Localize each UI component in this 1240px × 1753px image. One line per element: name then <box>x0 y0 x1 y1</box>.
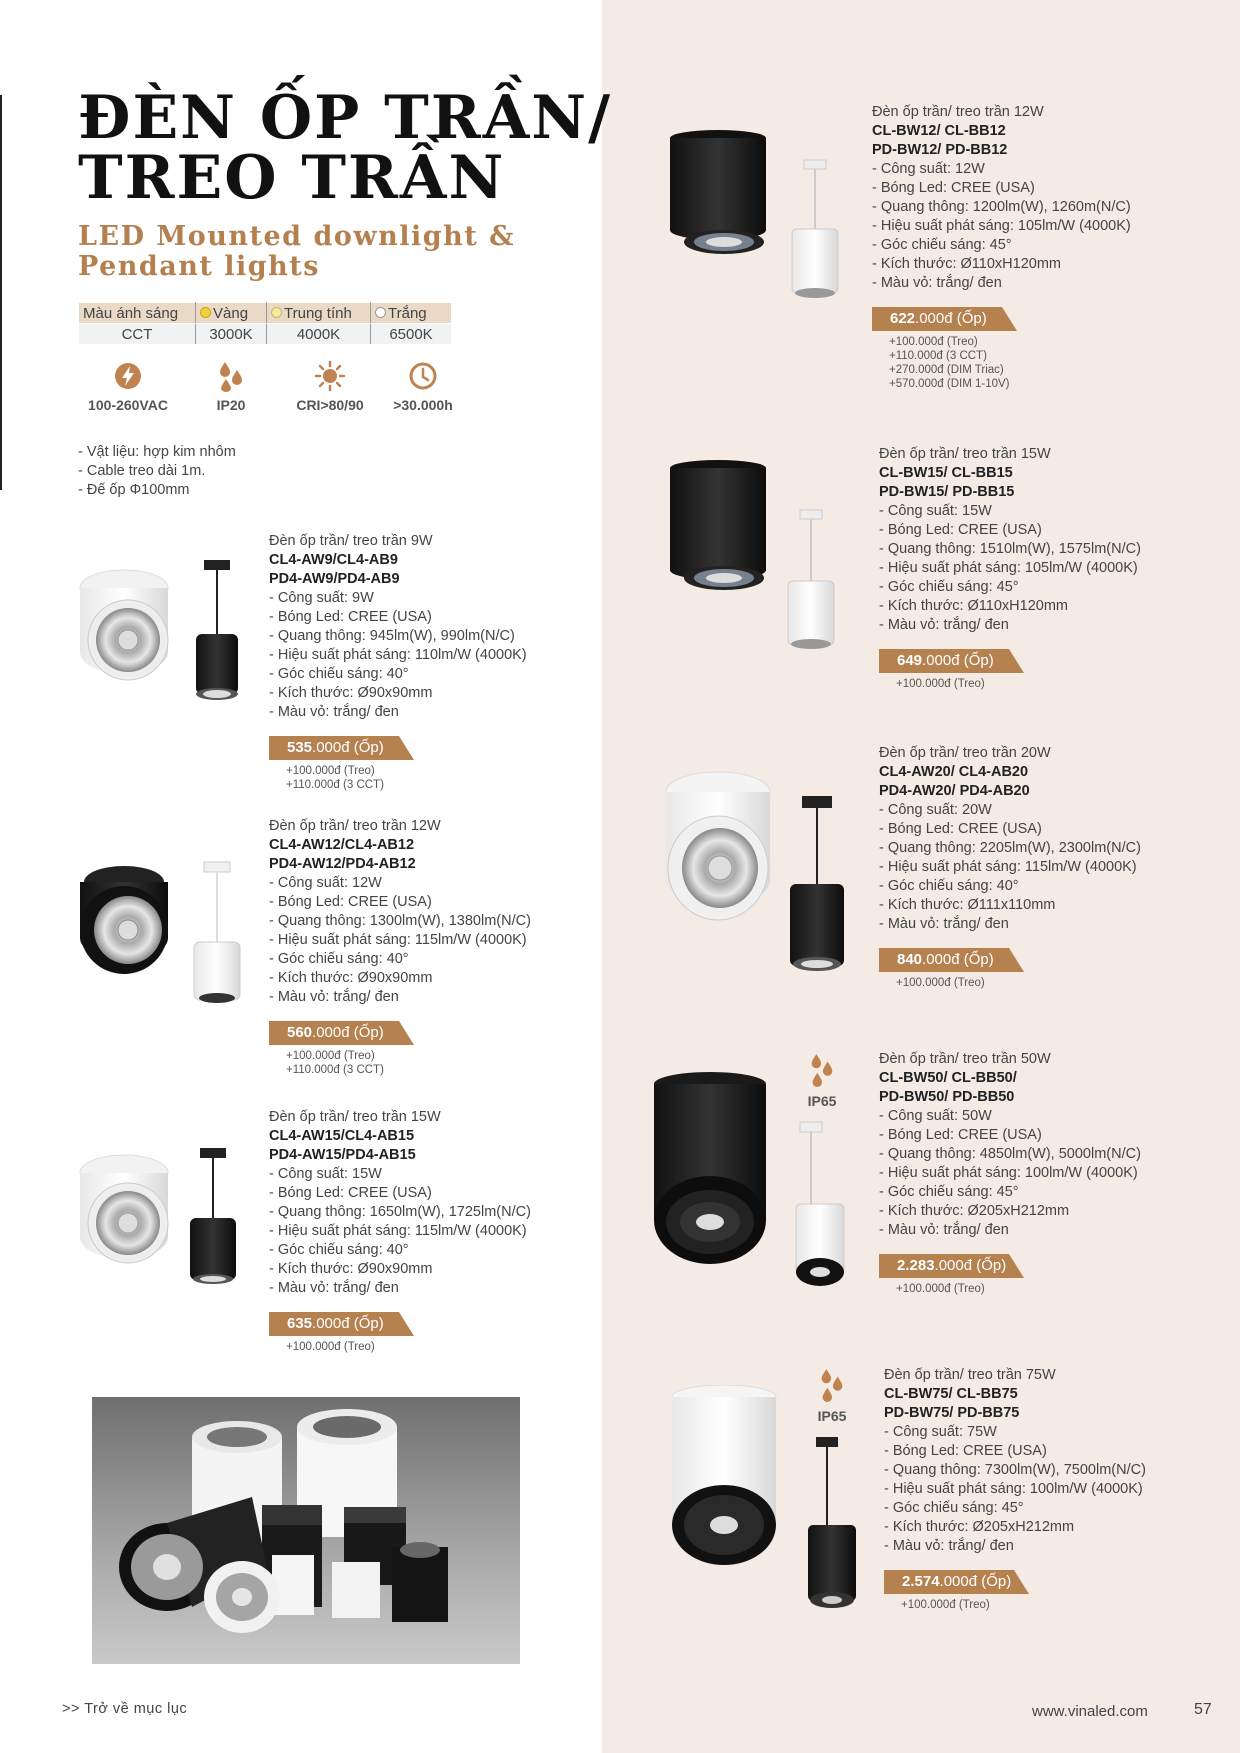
price-addons: +100.000đ (Treo) <box>896 1283 985 1295</box>
product-image-9w <box>76 560 276 720</box>
price-addons: +100.000đ (Treo) <box>286 1341 375 1353</box>
website-link[interactable]: www.vinaled.com <box>1032 1703 1148 1720</box>
neutral-dot-icon <box>271 307 282 318</box>
water-drops-icon <box>215 360 247 392</box>
product-cl4-aw9: Đèn ốp trần/ treo trần 9W CL4-AW9/CL4-AB9 PD4-AW9/PD4-AB9 - Công suất: 9W - Bóng Led: CREE (USA) - Quang thông: 945lm(W), 990lm(N/C) - Hiệu suất phát sáng: 110lm/W (4000K) - Góc chiếu sáng: 40° - Kích thước: Ø90x90mm - Màu vỏ: trắng/ đen 535.000đ (Ốp) +100.000đ (Treo) +110.000đ (3 CCT) <box>269 533 527 791</box>
yellow-dot-icon <box>200 307 211 318</box>
price-addons: +100.000đ (Treo) +110.000đ (3 CCT) <box>286 765 384 791</box>
price-addons: +100.000đ (Treo) <box>896 678 985 690</box>
product-cl4-aw15: Đèn ốp trần/ treo trần 15W CL4-AW15/CL4-AB15 PD4-AW15/PD4-AB15 - Công suất: 15W - Bóng Led: CREE (USA) - Quang thông: 1650lm(W), 1725lm(N/C) - Hiệu suất phát sáng: 115lm/W (4000K) - Góc chiếu sáng: 40° - Kích thước: Ø90x90mm - Màu vỏ: trắng/ đen 635.000đ (Ốp) +100.000đ (Treo) <box>269 1109 531 1353</box>
price-tag: 535.000đ (Ốp) <box>269 736 414 760</box>
price-tag: 2.574.000đ (Ốp) <box>884 1570 1029 1594</box>
product-image-15w <box>76 1145 276 1305</box>
product-image-12w <box>76 860 276 1010</box>
product-cl-bw50: Đèn ốp trần/ treo trần 50W CL-BW50/ CL-BB50/ PD-BW50/ PD-BB50 - Công suất: 50W - Bóng Led: CREE (USA) - Quang thông: 4850lm(W), 5000lm(N/C) - Hiệu suất phát sáng: 100lm/W (4000K) - Góc chiếu sáng: 45° - Kích thước: Ø205xH212mm - Màu vỏ: trắng/ đen 2.283.000đ (Ốp) +100.000đ (Treo) <box>879 1051 1141 1295</box>
spec-voltage: 100-260VAC <box>73 360 183 413</box>
product-image-cl-bw50 <box>650 1072 850 1307</box>
bolt-icon <box>112 360 144 392</box>
price-tag: 2.283.000đ (Ốp) <box>879 1254 1024 1278</box>
price-addons: +100.000đ (Treo) <box>896 977 985 989</box>
material-notes: - Vật liệu: hợp kim nhôm - Cable treo dài 1m. - Đế ốp Φ100mm <box>78 444 236 498</box>
price-addons: +100.000đ (Treo) +110.000đ (3 CCT) <box>286 1050 384 1076</box>
page-number: 57 <box>1194 1701 1212 1718</box>
white-dot-icon <box>375 307 386 318</box>
product-image-cl-bw15 <box>668 460 858 660</box>
product-cl-bw12: Đèn ốp trần/ treo trần 12W CL-BW12/ CL-BB12 PD-BW12/ PD-BB12 - Công suất: 12W - Bóng Led: CREE (USA) - Quang thông: 1200lm(W), 1260m(N/C) - Hiệu suất phát sáng: 105lm/W (4000K) - Góc chiếu sáng: 45° - Kích thước: Ø110xH120mm - Màu vỏ: trắng/ đen 622.000đ (Ốp) +100.000đ (Treo) +110.000đ (3 CCT) +270.000đ (DIM Triac) +570.000đ (DIM 1-10V) <box>872 104 1131 390</box>
product-image-cl-bw75 <box>668 1385 868 1617</box>
spec-cri: CRI>80/90 <box>275 360 385 413</box>
cct-table: Màu ánh sáng Vàng Trung tính Trắng CCT 3000K 4000K 6500K <box>78 302 451 345</box>
ip65-badge-50w: IP65 <box>797 1052 847 1109</box>
spec-ip-rating: IP20 <box>176 360 286 413</box>
clock-icon <box>407 360 439 392</box>
back-to-contents-link[interactable]: >> Trở về mục lục <box>62 1701 188 1717</box>
cct-header-label: Màu ánh sáng <box>79 303 196 324</box>
page-title: ĐÈN ỐP TRẦN/ TREO TRẦN <box>78 83 612 213</box>
product-image-cl-bw12 <box>668 130 858 302</box>
cct-label: CCT <box>79 324 196 345</box>
price-addons: +100.000đ (Treo) <box>901 1599 990 1611</box>
product-image-cl4-aw20 <box>664 770 854 980</box>
price-tag: 649.000đ (Ốp) <box>879 649 1024 673</box>
spec-lifetime: >30.000h <box>368 360 478 413</box>
ip65-badge-75w: IP65 <box>807 1367 857 1424</box>
spec-icons-row <box>78 360 478 420</box>
price-tag: 635.000đ (Ốp) <box>269 1312 414 1336</box>
page-subtitle: LED Mounted downlight & Pendant lights <box>78 221 515 282</box>
left-edge-bar <box>0 95 2 490</box>
price-tag: 560.000đ (Ốp) <box>269 1021 414 1045</box>
product-family-photo <box>92 1397 520 1664</box>
product-cl-bw15: Đèn ốp trần/ treo trần 15W CL-BW15/ CL-BB15 PD-BW15/ PD-BB15 - Công suất: 15W - Bóng Led: CREE (USA) - Quang thông: 1510lm(W), 1575lm(N/C) - Hiệu suất phát sáng: 105lm/W (4000K) - Góc chiếu sáng: 45° - Kích thước: Ø110xH120mm - Màu vỏ: trắng/ đen 649.000đ (Ốp) +100.000đ (Treo) <box>879 446 1141 690</box>
price-tag: 622.000đ (Ốp) <box>872 307 1017 331</box>
price-tag: 840.000đ (Ốp) <box>879 948 1024 972</box>
product-cl-bw75: Đèn ốp trần/ treo trần 75W CL-BW75/ CL-BB75 PD-BW75/ PD-BB75 - Công suất: 75W - Bóng Led: CREE (USA) - Quang thông: 7300lm(W), 7500lm(N/C) - Hiệu suất phát sáng: 100lm/W (4000K) - Góc chiếu sáng: 45° - Kích thước: Ø205xH212mm - Màu vỏ: trắng/ đen 2.574.000đ (Ốp) +100.000đ (Treo) <box>884 1367 1146 1611</box>
price-addons: +100.000đ (Treo) +110.000đ (3 CCT) +270.000đ (DIM Triac) +570.000đ (DIM 1-10V) <box>889 336 1010 390</box>
product-cl4-aw20: Đèn ốp trần/ treo trần 20W CL4-AW20/ CL4-AB20 PD4-AW20/ PD4-AB20 - Công suất: 20W - Bóng Led: CREE (USA) - Quang thông: 2205lm(W), 2300lm(N/C) - Hiệu suất phát sáng: 115lm/W (4000K) - Góc chiếu sáng: 40° - Kích thước: Ø111x110mm - Màu vỏ: trắng/ đen 840.000đ (Ốp) +100.000đ (Treo) <box>879 745 1141 989</box>
sun-icon <box>314 360 346 392</box>
product-cl4-aw12: Đèn ốp trần/ treo trần 12W CL4-AW12/CL4-AB12 PD4-AW12/PD4-AB12 - Công suất: 12W - Bóng Led: CREE (USA) - Quang thông: 1300lm(W), 1380lm(N/C) - Hiệu suất phát sáng: 115lm/W (4000K) - Góc chiếu sáng: 40° - Kích thước: Ø90x90mm - Màu vỏ: trắng/ đen 560.000đ (Ốp) +100.000đ (Treo) +110.000đ (3 CCT) <box>269 818 531 1076</box>
